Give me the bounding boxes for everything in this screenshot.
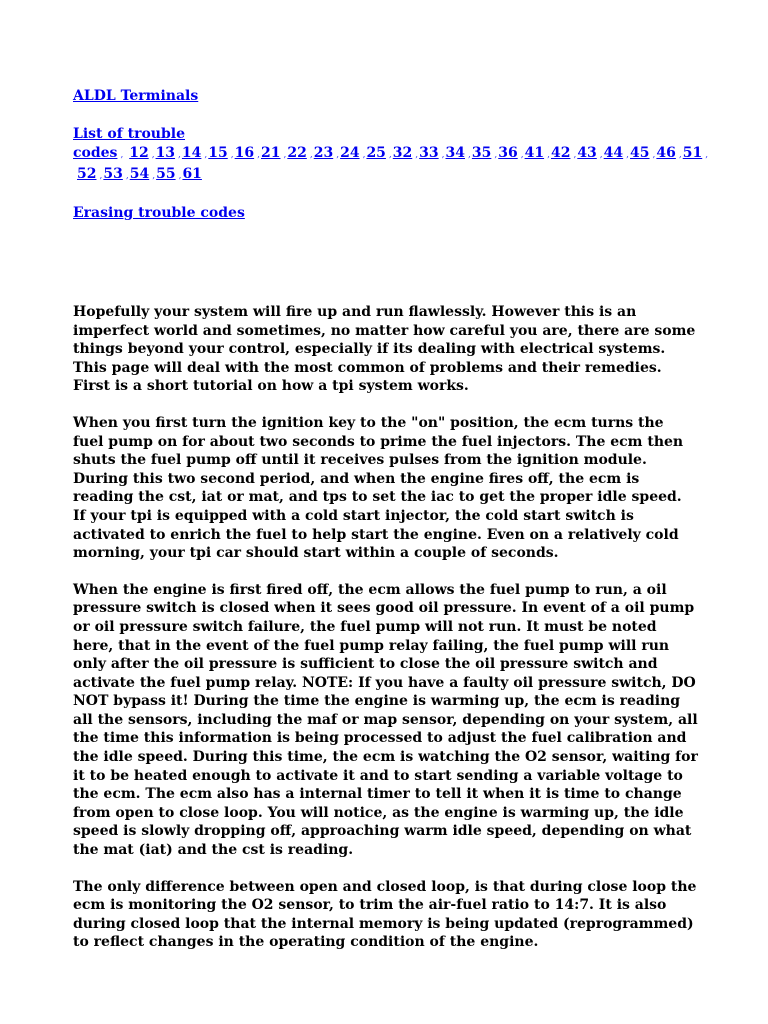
trouble-code-link-44[interactable]: 44: [603, 145, 624, 161]
navigation-links: [73, 86, 709, 223]
paragraph-warmup: When the engine is first fired off, the ecm allows the fuel pump to run, a oil pressure switch is closed when it sees good oil pressure. In event of a oil pump or oil pressure switch failure, the fuel pump will not run. It must be noted here, that in the event of the fuel pump relay failing, the fuel pump will run only after the oil pressure is sufficient to close the oil pressure switch and activate the fuel pump relay. NOTE: If you have a faulty oil pressure switch, DO NOT bypass it! During the time the engine is warming up, the ecm is reading all the sensors, including the maf or map sensor, depending on your system, all the time this information is being processed to adjust the fuel calibration and the idle speed. During this time, the ecm is watching the O2 sensor, waiting for it to be heated enough to activate it and to start sending a variable voltage to the ecm. The ecm also has a internal timer to tell it when it is time to change from open to close loop. You will notice, as the engine is warming up, the idle speed is slowly dropping off, approaching warm idle speed, depending on what the mat (iat) and the cst is reading.: [73, 581, 698, 859]
trouble-code-link-45[interactable]: 45: [630, 145, 650, 161]
trouble-code-link-43[interactable]: 43: [577, 145, 597, 161]
erasing-trouble-codes-link[interactable]: Erasing trouble codes: [73, 205, 245, 221]
trouble-code-link-61[interactable]: 61: [182, 166, 202, 182]
paragraph-closed-loop: The only difference between open and closed loop, is that during close loop the ecm is monitoring the O2 sensor, to trim the air-fuel ratio to 14:7. It is also during closed loop that the internal memory is being updated (reprogrammed) to reflect changes in the operating condition of the engine.: [73, 878, 697, 951]
trouble-code-link-41[interactable]: 41: [524, 145, 545, 161]
trouble-codes-list: [73, 125, 709, 186]
trouble-code-link-21[interactable]: 21: [261, 145, 281, 161]
code-separator: ,: [257, 150, 260, 160]
trouble-code-link-22[interactable]: 22: [287, 145, 307, 161]
codes-row-2: [73, 165, 698, 186]
code-separator: ,: [283, 150, 287, 160]
code-separator: ,: [494, 150, 498, 160]
codes-link[interactable]: codes: [73, 145, 118, 161]
code-separator: ,: [125, 171, 129, 181]
code-separator: ,: [309, 150, 313, 160]
code-separator: ,: [120, 150, 124, 160]
code-separator: ,: [336, 150, 340, 160]
trouble-code-link-55[interactable]: 55: [156, 166, 176, 182]
trouble-code-link-12[interactable]: 12: [129, 145, 149, 161]
code-separator: ,: [599, 150, 603, 160]
trouble-code-link-33[interactable]: 33: [419, 145, 439, 161]
trouble-code-link-13[interactable]: 13: [155, 145, 176, 161]
code-separator: ,: [705, 150, 709, 160]
code-separator: ,: [626, 150, 630, 160]
code-separator: ,: [152, 171, 156, 181]
code-separator: ,: [652, 150, 656, 160]
trouble-code-link-52[interactable]: 52: [77, 166, 97, 182]
trouble-code-link-16[interactable]: 16: [234, 145, 255, 161]
code-separator: ,: [441, 150, 445, 160]
article-body: [73, 303, 698, 970]
code-separator: ,: [362, 150, 366, 160]
code-separator: ,: [151, 150, 155, 160]
paragraph-intro: Hopefully your system will fire up and run flawlessly. However this is an imperfect world and sometimes, no matter how careful you are, there are some things beyond your control, especially if its dealing with electrical systems. This page will deal with the most common of problems and their remedies. First is a short tutorial on how a tpi system works.: [73, 304, 696, 395]
code-separator: ,: [520, 150, 524, 160]
list-of-trouble-link[interactable]: List of trouble: [73, 126, 185, 142]
code-separator: ,: [178, 150, 181, 160]
trouble-code-link-34[interactable]: 34: [445, 145, 465, 161]
code-separator: ,: [204, 150, 208, 160]
code-separator: ,: [678, 150, 682, 160]
trouble-code-link-24[interactable]: 24: [340, 145, 360, 161]
trouble-code-link-53[interactable]: 53: [103, 166, 123, 182]
aldl-terminals-link[interactable]: ALDL Terminals: [73, 88, 199, 104]
code-separator: ,: [547, 150, 550, 160]
code-separator: ,: [178, 171, 182, 181]
trouble-code-link-14[interactable]: 14: [181, 145, 202, 161]
trouble-code-link-32[interactable]: 32: [392, 145, 413, 161]
trouble-code-link-15[interactable]: 15: [208, 145, 228, 161]
trouble-code-link-35[interactable]: 35: [471, 145, 492, 161]
trouble-code-link-36[interactable]: 36: [498, 145, 518, 161]
code-separator: ,: [388, 150, 392, 160]
code-separator: ,: [230, 150, 234, 160]
code-separator: ,: [468, 150, 471, 160]
trouble-code-link-25[interactable]: 25: [366, 145, 386, 161]
paragraph-ignition: When you first turn the ignition key to the "on" position, the ecm turns the fuel pump on for about two seconds to prime the fuel injectors. The ecm then shuts the fuel pump off until it receives pulses from the ignition module. During this two second period, and when the engine fires off, the ecm is reading the cst, iat or mat, and tps to set the iac to get the proper idle speed. If your tpi is equipped with a cold start injector, the cold start switch is activated to enrich the fuel to help start the engine. Even on a relatively cold morning, your tpi car should start within a couple of seconds.: [73, 414, 684, 562]
code-separator: ,: [415, 150, 419, 160]
codes-row-1: [73, 144, 709, 165]
trouble-code-link-46[interactable]: 46: [656, 145, 676, 161]
code-separator: ,: [99, 171, 103, 181]
trouble-code-link-54[interactable]: 54: [129, 166, 150, 182]
code-separator: ,: [573, 150, 577, 160]
trouble-code-link-23[interactable]: 23: [313, 145, 334, 161]
trouble-code-link-51[interactable]: 51: [682, 145, 703, 161]
trouble-code-link-42[interactable]: 42: [550, 145, 571, 161]
